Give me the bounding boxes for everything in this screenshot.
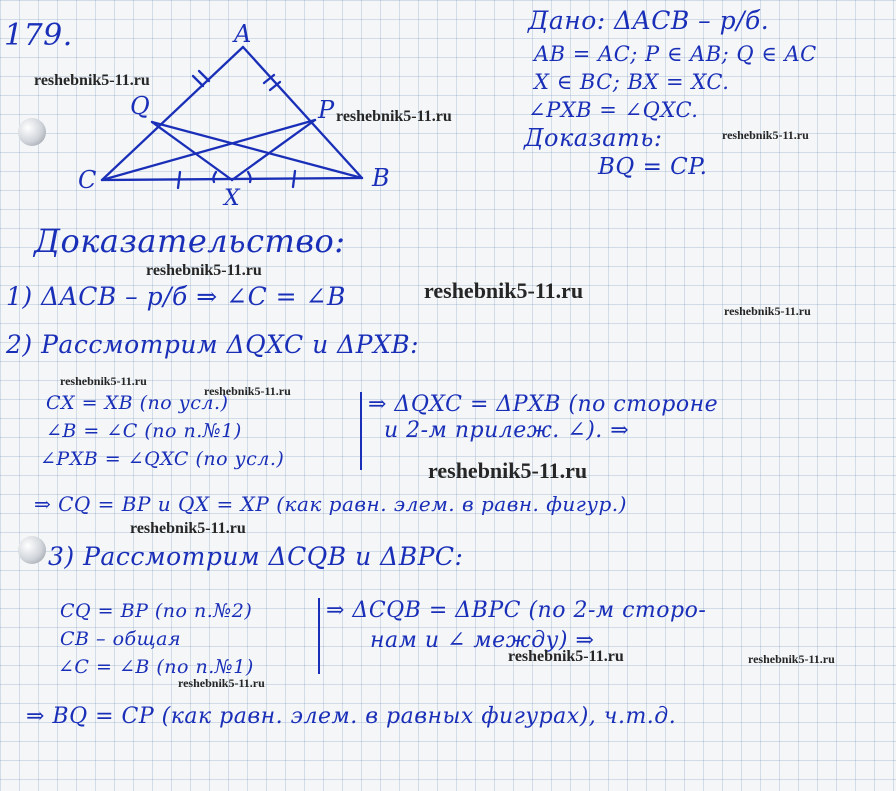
step2-result-2: и 2-м прилеж. ∠). ⇒ — [384, 418, 630, 443]
segment-bq — [152, 122, 362, 178]
step3-brace — [318, 598, 320, 674]
watermark: reshebnik5-11.ru — [424, 278, 584, 303]
vertex-c-label: C — [78, 166, 97, 194]
watermark: reshebnik5-11.ru — [146, 262, 262, 279]
watermark: reshebnik5-11.ru — [336, 108, 452, 125]
step3-condition-3: ∠C = ∠B (по п.№1) — [58, 656, 254, 678]
point-q-label: Q — [130, 92, 151, 120]
angle-arc-pxb — [248, 172, 251, 182]
watermark: reshebnik5-11.ru — [60, 374, 147, 388]
watermark: reshebnik5-11.ru — [508, 648, 624, 665]
tick-cx — [178, 172, 180, 188]
tick-ac-1 — [193, 76, 203, 86]
watermark: reshebnik5-11.ru — [748, 652, 835, 666]
point-x-label: X — [224, 186, 241, 211]
watermark: reshebnik5-11.ru — [178, 676, 265, 690]
point-p-label: P — [318, 96, 335, 124]
proof-step-1: 1) ΔACB – р/б ⇒ ∠C = ∠B — [6, 282, 346, 311]
watermark: reshebnik5-11.ru — [724, 304, 811, 318]
angle-arc-qxc — [213, 172, 216, 182]
proof-step-2-title: 2) Рассмотрим ΔQXC и ΔPXB: — [6, 330, 420, 359]
given-line-3: X ∈ BC; BX = XC. — [534, 70, 730, 94]
tick-xb — [293, 171, 295, 187]
problem-number: 179. — [4, 18, 73, 53]
vertex-a-label: A — [234, 20, 252, 48]
step2-brace — [360, 392, 362, 470]
step3-condition-1: CQ = BP (по п.№2) — [60, 600, 253, 622]
watermark: reshebnik5-11.ru — [722, 128, 809, 142]
given-line-2: AB = AC; P ∈ AB; Q ∈ AC — [534, 42, 817, 66]
segment-px — [232, 120, 315, 180]
proof-heading: Доказательство: — [34, 222, 346, 260]
prove-statement: BQ = CP. — [598, 154, 708, 180]
segment-qx — [152, 122, 232, 180]
given-line-4: ∠PXB = ∠QXC. — [528, 98, 699, 122]
given-line-1: Дано: ΔACB – р/б. — [528, 6, 770, 35]
prove-label: Доказать: — [524, 124, 663, 152]
final-conclusion: ⇒ BQ = CP (как равн. элем. в равных фигурах), ч.т.д. — [26, 704, 677, 729]
step2-result-1: ⇒ ΔQXC = ΔPXB (по стороне — [368, 392, 719, 417]
step2-condition-3: ∠PXB = ∠QXC (по усл.) — [40, 448, 285, 470]
step3-result-1: ⇒ ΔCQB = ΔBPC (по 2-м сторо- — [326, 598, 707, 623]
watermark: reshebnik5-11.ru — [428, 458, 588, 483]
watermark: reshebnik5-11.ru — [130, 520, 246, 537]
step3-result-2: нам и ∠ между) ⇒ — [370, 628, 595, 653]
step2-condition-2: ∠B = ∠C (по п.№1) — [46, 420, 242, 442]
proof-step-3-title: 3) Рассмотрим ΔCQB и ΔBPC: — [48, 542, 464, 571]
watermark: reshebnik5-11.ru — [204, 384, 291, 398]
tick-ac-2 — [199, 71, 209, 81]
watermark: reshebnik5-11.ru — [34, 72, 150, 89]
step2-condition-1: CX = XB (по усл.) — [46, 392, 229, 414]
step2-conclusion: ⇒ CQ = BP и QX = XP (как равн. элем. в равн. фигур.) — [34, 492, 627, 516]
step3-condition-2: CB – общая — [60, 628, 182, 650]
vertex-b-label: B — [372, 164, 391, 192]
